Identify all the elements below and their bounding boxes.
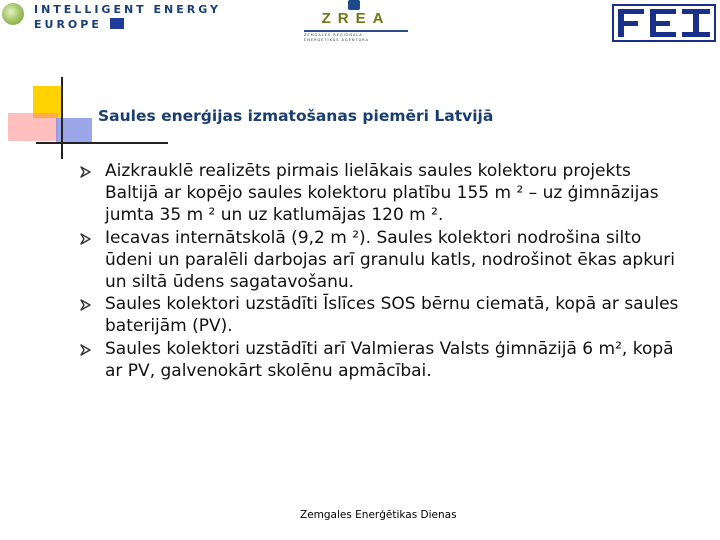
decor-red-square xyxy=(8,113,58,141)
logo-line-2: EUROPE xyxy=(34,18,102,31)
bullet-item xyxy=(80,160,680,227)
decor-horizontal-line xyxy=(36,142,168,144)
arrow-bullet-icon xyxy=(80,299,91,311)
bullet-item xyxy=(80,227,680,294)
bullet-item xyxy=(80,338,680,382)
arrow-bullet-icon xyxy=(80,166,91,178)
globe-icon xyxy=(2,3,24,25)
logo-line-1: INTELLIGENT ENERGY xyxy=(34,3,221,16)
intelligent-energy-europe-logo xyxy=(0,0,221,36)
bullet-item xyxy=(80,293,680,337)
decor-vertical-line xyxy=(61,77,63,159)
arrow-bullet-icon xyxy=(80,233,91,245)
fei-logo xyxy=(612,4,716,42)
eu-flag-icon xyxy=(110,18,124,29)
arrow-bullet-icon xyxy=(80,344,91,356)
bullet-text: Iecavas internātskolā (9,2 m ²). Saules kolektori nodrošina silto ūdeni un paralēli darbojas arī granulu katls, nodrošinot ēkas apkuri un siltā ūdens sagatavošanu. xyxy=(105,227,676,293)
zrea-divider xyxy=(304,30,408,32)
zrea-tagline-2: ENERĢĒTIKAS AĢENTŪRA xyxy=(304,38,369,42)
bullet-text: Aizkrauklē realizēts pirmais lielākais saules kolektoru projekts Baltijā ar kopējo saules kolektoru platību 155 m ² – uz ģimnāzijas jumta 35 m ² un uz katlumājas 120 m ². xyxy=(105,161,659,226)
zrea-emblem-icon xyxy=(348,0,360,10)
zrea-tagline-1: ZEMGALES REĢIONĀLĀ xyxy=(304,33,363,37)
bullet-text: Saules kolektori uzstādīti arī Valmieras Valsts ģimnāzijā 6 m², kopā ar PV, galvenokārt skolēnu apmācībai. xyxy=(105,338,674,381)
bullet-text: Saules kolektori uzstādīti Īslīces SOS bērnu ciematā, kopā ar saules baterijām (PV). xyxy=(105,294,679,337)
zrea-logo xyxy=(302,0,410,46)
bullet-list xyxy=(80,160,680,382)
footer-text: Zemgales Enerģētikas Dienas xyxy=(300,509,457,521)
zrea-name: ZREA xyxy=(321,10,391,27)
slide-title: Saules enerģijas izmatošanas piemēri Latvijā xyxy=(98,107,494,125)
